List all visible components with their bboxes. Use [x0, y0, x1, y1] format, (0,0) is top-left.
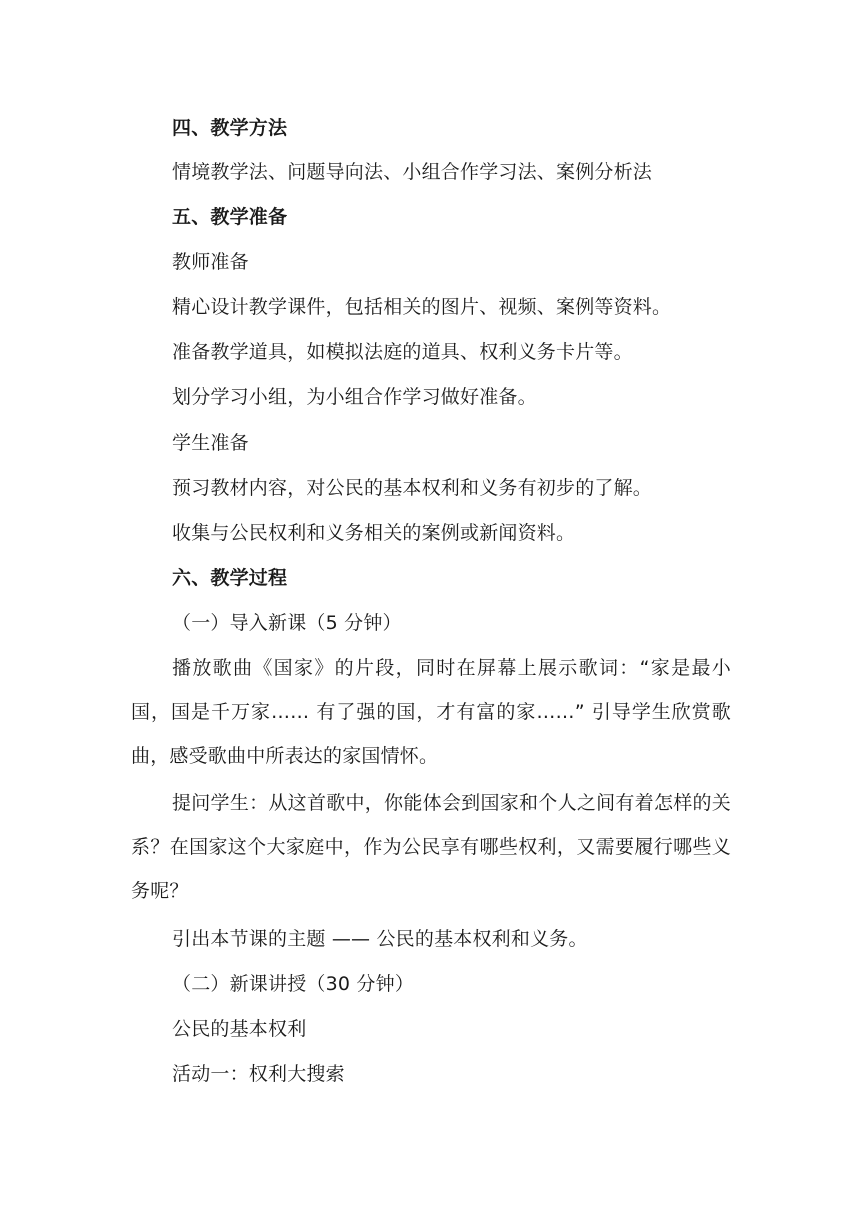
section-heading-process: 六、教学过程 [172, 567, 288, 589]
step1-paragraph-3: 引出本节课的主题 —— 公民的基本权利和义务。 [172, 928, 588, 950]
activity1-title: 活动一：权利大搜索 [172, 1063, 345, 1085]
section-heading-methods: 四、教学方法 [172, 117, 288, 139]
teacher-prep-item-2: 准备教学道具，如模拟法庭的道具、权利义务卡片等。 [172, 341, 633, 363]
step1-paragraph-2: 提问学生：从这首歌中，你能体会到国家和个人之间有着怎样的关系？在国家这个大家庭中，作为公民享有哪些权利，又需要履行哪些义务呢？ [131, 792, 731, 902]
step1-title: （一）导入新课（5 分钟） [172, 612, 402, 634]
methods-text: 情境教学法、问题导向法、小组合作学习法、案例分析法 [172, 161, 653, 183]
student-prep-item-1: 预习教材内容，对公民的基本权利和义务有初步的了解。 [172, 477, 653, 499]
student-prep-item-2: 收集与公民权利和义务相关的案例或新闻资料。 [172, 522, 576, 544]
step1-paragraph-1: 播放歌曲《国家》的片段，同时在屏幕上展示歌词：“家是最小国，国是千万家…… 有了强的国，才有富的家……” 引导学生欣赏歌曲，感受歌曲中所表达的家国情怀。 [131, 657, 731, 767]
teacher-prep-item-3: 划分学习小组，为小组合作学习做好准备。 [172, 386, 537, 408]
student-prep-title: 学生准备 [172, 432, 249, 454]
teacher-prep-title: 教师准备 [172, 251, 249, 273]
teacher-prep-item-1: 精心设计教学课件，包括相关的图片、视频、案例等资料。 [172, 296, 672, 318]
rights-title: 公民的基本权利 [172, 1018, 307, 1040]
section-heading-preparation: 五、教学准备 [172, 206, 288, 228]
step2-title: （二）新课讲授（30 分钟） [172, 973, 415, 995]
